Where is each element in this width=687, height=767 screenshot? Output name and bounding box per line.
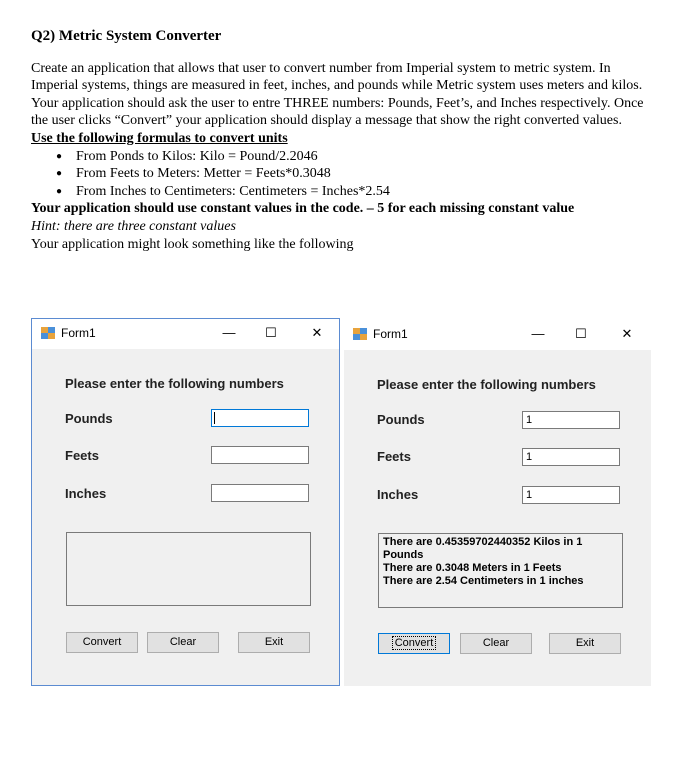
output-line-meters: There are 0.3048 Meters in 1 Feets xyxy=(383,562,562,574)
pounds-label: Pounds xyxy=(65,411,113,426)
output-line-centimeters: There are 2.54 Centimeters in 1 inches xyxy=(383,575,584,587)
title-bar[interactable] xyxy=(32,319,339,349)
inches-input[interactable]: 1 xyxy=(522,486,620,504)
close-icon[interactable]: ✕ xyxy=(311,325,323,340)
formula-list xyxy=(31,148,661,201)
output-line-kilos: There are 0.45359702440352 Kilos in 1 Pounds xyxy=(383,536,583,561)
feets-input[interactable]: 1 xyxy=(522,448,620,466)
closing-text: Your application might look something like the following xyxy=(31,236,354,252)
feets-label: Feets xyxy=(65,448,99,463)
form-window-right xyxy=(344,320,651,686)
question-paragraph: Create an application that allows that user to convert number from Imperial system to metric system. In Imperial systems, things are measured in feet, inches, and pounds while Metric system uses meters and kilos. Your application should ask the user to entre THREE numbers: Pounds, Feet’s, and Inches respectively. Once the user clicks “Convert” your application should display a message that show the right converted values. xyxy=(31,60,644,129)
window-title: Form1 xyxy=(373,327,408,341)
pounds-input[interactable]: 1 xyxy=(522,411,620,429)
inches-input[interactable] xyxy=(211,484,309,502)
output-box xyxy=(378,533,623,608)
constant-note: Your application should use constant values in the code. – 5 for each missing constant value xyxy=(31,201,575,217)
clear-button[interactable]: Clear xyxy=(460,633,532,654)
pounds-label: Pounds xyxy=(377,412,425,427)
app-icon xyxy=(353,328,367,340)
maximize-icon[interactable]: ☐ xyxy=(575,326,587,341)
feets-input[interactable] xyxy=(211,446,309,464)
formula-item-feet: ● From Feets to Meters: Metter = Feets*0.3048 xyxy=(31,165,661,183)
hint-text: Hint: there are three constant values xyxy=(31,218,236,234)
document-body xyxy=(31,28,661,253)
prompt-label: Please enter the following numbers xyxy=(377,377,596,392)
feets-label: Feets xyxy=(377,449,411,464)
formula-item-pounds: ● From Ponds to Kilos: Kilo = Pound/2.2046 xyxy=(31,148,661,166)
window-title: Form1 xyxy=(61,326,96,340)
close-icon[interactable]: ✕ xyxy=(621,326,633,341)
convert-button[interactable]: Convert xyxy=(378,633,450,654)
convert-button[interactable]: Convert xyxy=(66,632,138,653)
pounds-input[interactable] xyxy=(211,409,309,427)
minimize-icon[interactable]: — xyxy=(222,325,236,340)
question-title: Q2) Metric System Converter xyxy=(31,28,222,44)
exit-button[interactable]: Exit xyxy=(238,632,310,653)
formulas-heading: Use the following formulas to convert units xyxy=(31,130,288,146)
clear-button[interactable]: Clear xyxy=(147,632,219,653)
maximize-icon[interactable]: ☐ xyxy=(265,325,277,340)
exit-button[interactable]: Exit xyxy=(549,633,621,654)
app-icon xyxy=(41,327,55,339)
inches-label: Inches xyxy=(65,486,107,501)
title-bar[interactable] xyxy=(344,320,651,350)
output-box xyxy=(66,532,311,606)
form-window-left xyxy=(31,318,340,686)
text-caret xyxy=(214,412,215,424)
inches-label: Inches xyxy=(377,487,419,502)
formula-item-inches: ● From Inches to Centimeters: Centimeters = Inches*2.54 xyxy=(31,183,661,201)
output-text xyxy=(379,534,622,590)
minimize-icon[interactable]: — xyxy=(531,326,545,341)
prompt-label: Please enter the following numbers xyxy=(65,376,284,391)
